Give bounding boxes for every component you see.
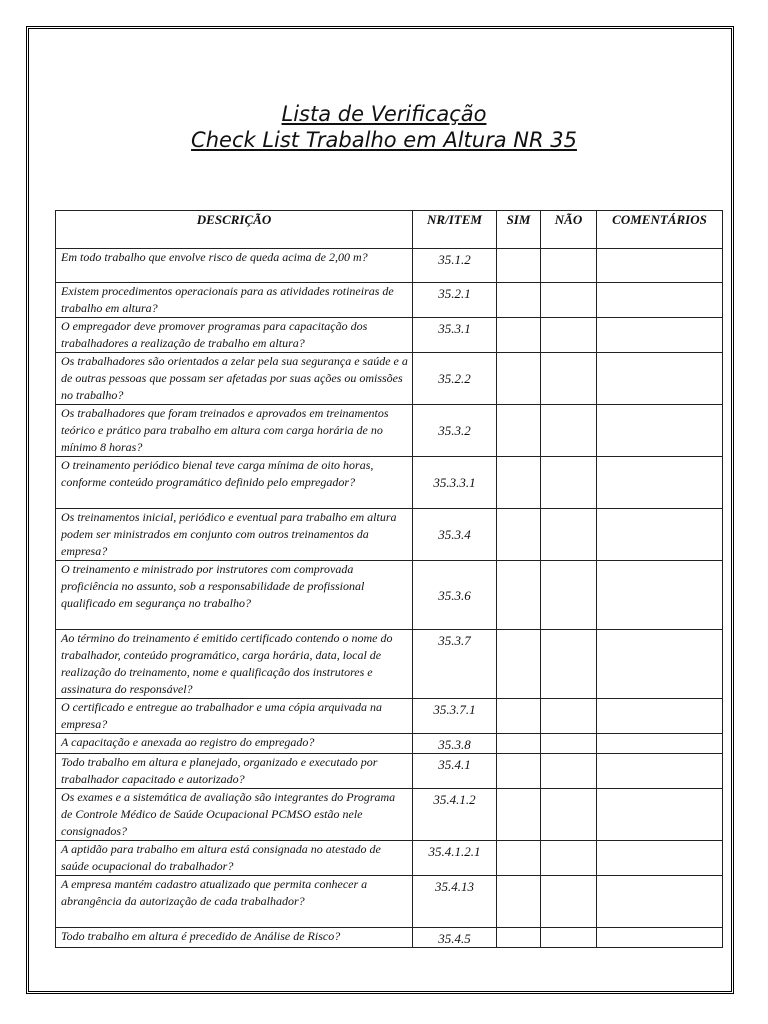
table-row [56, 561, 723, 630]
table-row [56, 841, 723, 876]
table-row [56, 318, 723, 353]
no-cell[interactable] [541, 318, 597, 353]
header-yes: SIM [497, 211, 541, 249]
row-nr-item: 35.4.1.2 [413, 789, 497, 841]
comment-cell[interactable] [597, 630, 723, 699]
no-cell[interactable] [541, 699, 597, 734]
row-nr-item: 35.4.1 [413, 754, 497, 789]
comment-cell[interactable] [597, 876, 723, 928]
header-comments: COMENTÁRIOS [597, 211, 723, 249]
comment-cell[interactable] [597, 699, 723, 734]
yes-cell[interactable] [497, 283, 541, 318]
yes-cell[interactable] [497, 630, 541, 699]
table-row [56, 283, 723, 318]
table-header-row [56, 211, 723, 249]
yes-cell[interactable] [497, 876, 541, 928]
row-description: Os trabalhadores que foram treinados e aprovados em treinamentos teórico e prático para trabalho em altura com carga horária de no mínimo 8 horas? [56, 405, 413, 457]
yes-cell[interactable] [497, 734, 541, 754]
yes-cell[interactable] [497, 509, 541, 561]
row-description: O treinamento periódico bienal teve carga mínima de oito horas, conforme conteúdo programático definido pelo empregador? [56, 457, 413, 509]
no-cell[interactable] [541, 283, 597, 318]
no-cell[interactable] [541, 249, 597, 283]
document-subtitle: Check List Trabalho em Altura NR 35 [191, 128, 577, 152]
row-nr-item: 35.3.6 [413, 561, 497, 630]
row-nr-item: 35.4.13 [413, 876, 497, 928]
comment-cell[interactable] [597, 405, 723, 457]
row-description: Os trabalhadores são orientados a zelar pela sua segurança e saúde e a de outras pessoas que possam ser afetadas por suas ações ou omissões no trabalho? [56, 353, 413, 405]
table-row [56, 405, 723, 457]
row-nr-item: 35.2.2 [413, 353, 497, 405]
yes-cell[interactable] [497, 561, 541, 630]
header-description: DESCRIÇÃO [56, 211, 413, 249]
no-cell[interactable] [541, 509, 597, 561]
table-row [56, 876, 723, 928]
row-nr-item: 35.4.5 [413, 928, 497, 948]
row-description: O empregador deve promover programas para capacitação dos trabalhadores a realização de trabalho em altura? [56, 318, 413, 353]
yes-cell[interactable] [497, 699, 541, 734]
table-row [56, 353, 723, 405]
no-cell[interactable] [541, 876, 597, 928]
table-row [56, 630, 723, 699]
table-row [56, 249, 723, 283]
checklist-table [55, 210, 723, 948]
table-row [56, 789, 723, 841]
row-description: Todo trabalho em altura e planejado, organizado e executado por trabalhador capacitado e autorizado? [56, 754, 413, 789]
row-nr-item: 35.3.8 [413, 734, 497, 754]
row-description: Existem procedimentos operacionais para as atividades rotineiras de trabalho em altura? [56, 283, 413, 318]
no-cell[interactable] [541, 754, 597, 789]
no-cell[interactable] [541, 734, 597, 754]
yes-cell[interactable] [497, 841, 541, 876]
table-row [56, 928, 723, 948]
table-row [56, 457, 723, 509]
comment-cell[interactable] [597, 283, 723, 318]
row-description: Em todo trabalho que envolve risco de queda acima de 2,00 m? [56, 249, 413, 283]
comment-cell[interactable] [597, 561, 723, 630]
table-row [56, 734, 723, 754]
row-description: Ao término do treinamento é emitido certificado contendo o nome do trabalhador, conteúdo programático, carga horária, data, local de realização do treinamento, nome e qualificação dos instrutores e assinatura do responsável? [56, 630, 413, 699]
row-description: Os exames e a sistemática de avaliação são integrantes do Programa de Controle Médico de Saúde Ocupacional PCMSO estão nele consignados? [56, 789, 413, 841]
row-description: A empresa mantém cadastro atualizado que permita conhecer a abrangência da autorização de cada trabalhador? [56, 876, 413, 928]
comment-cell[interactable] [597, 754, 723, 789]
no-cell[interactable] [541, 561, 597, 630]
yes-cell[interactable] [497, 318, 541, 353]
comment-cell[interactable] [597, 734, 723, 754]
no-cell[interactable] [541, 457, 597, 509]
row-description: Os treinamentos inicial, periódico e eventual para trabalho em altura podem ser ministrados em conjunto com outros treinamentos da empresa? [56, 509, 413, 561]
table-row [56, 754, 723, 789]
comment-cell[interactable] [597, 457, 723, 509]
header-no: NÃO [541, 211, 597, 249]
row-nr-item: 35.3.7.1 [413, 699, 497, 734]
no-cell[interactable] [541, 405, 597, 457]
no-cell[interactable] [541, 630, 597, 699]
comment-cell[interactable] [597, 928, 723, 948]
row-description: O treinamento e ministrado por instrutores com comprovada proficiência no assunto, sob a responsabilidade de profissional qualificado em segurança no trabalho? [56, 561, 413, 630]
yes-cell[interactable] [497, 789, 541, 841]
no-cell[interactable] [541, 841, 597, 876]
comment-cell[interactable] [597, 789, 723, 841]
comment-cell[interactable] [597, 249, 723, 283]
document-title: Lista de Verificação [281, 102, 487, 126]
yes-cell[interactable] [497, 754, 541, 789]
yes-cell[interactable] [497, 249, 541, 283]
comment-cell[interactable] [597, 509, 723, 561]
row-nr-item: 35.3.4 [413, 509, 497, 561]
row-description: O certificado e entregue ao trabalhador e uma cópia arquivada na empresa? [56, 699, 413, 734]
table-row [56, 509, 723, 561]
yes-cell[interactable] [497, 405, 541, 457]
row-nr-item: 35.2.1 [413, 283, 497, 318]
table-row [56, 699, 723, 734]
no-cell[interactable] [541, 353, 597, 405]
yes-cell[interactable] [497, 457, 541, 509]
row-nr-item: 35.1.2 [413, 249, 497, 283]
no-cell[interactable] [541, 789, 597, 841]
comment-cell[interactable] [597, 841, 723, 876]
row-nr-item: 35.3.1 [413, 318, 497, 353]
no-cell[interactable] [541, 928, 597, 948]
row-nr-item: 35.4.1.2.1 [413, 841, 497, 876]
row-description: Todo trabalho em altura é precedido de Análise de Risco? [56, 928, 413, 948]
row-description: A aptidão para trabalho em altura está consignada no atestado de saúde ocupacional do trabalhador? [56, 841, 413, 876]
comment-cell[interactable] [597, 318, 723, 353]
yes-cell[interactable] [497, 353, 541, 405]
row-nr-item: 35.3.7 [413, 630, 497, 699]
header-item: NR/ITEM [413, 211, 497, 249]
row-description: A capacitação e anexada ao registro do empregado? [56, 734, 413, 754]
comment-cell[interactable] [597, 353, 723, 405]
row-nr-item: 35.3.3.1 [413, 457, 497, 509]
row-nr-item: 35.3.2 [413, 405, 497, 457]
yes-cell[interactable] [497, 928, 541, 948]
